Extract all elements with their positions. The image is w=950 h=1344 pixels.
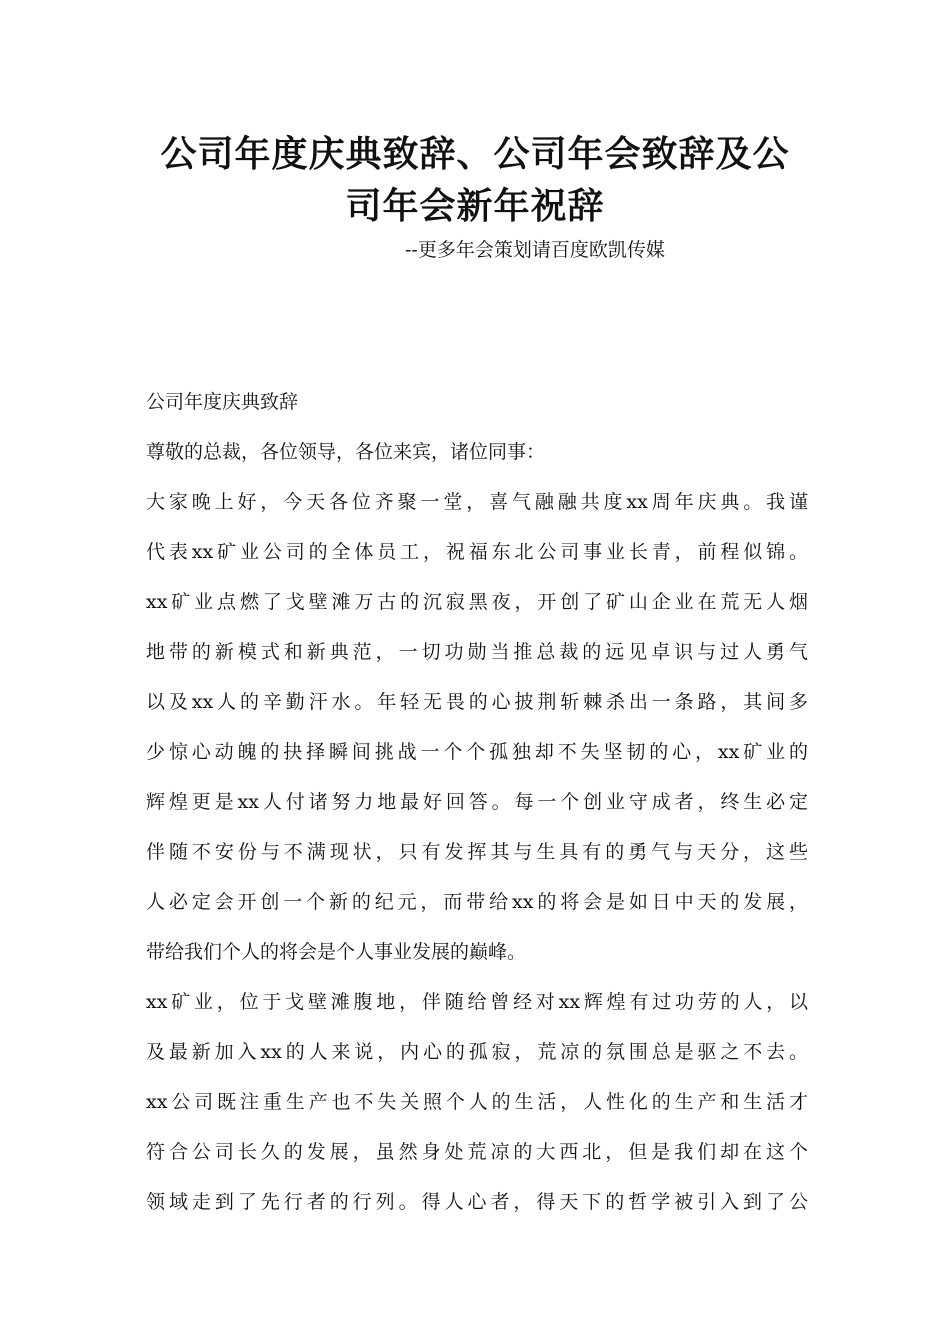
body-line: 大家晚上好，今天各位齐聚一堂，喜气融融共度xx周年庆典。我谨 [146,491,808,513]
body-line: 符合公司长久的发展，虽然身处荒凉的大西北，但是我们却在这个 [146,1141,808,1163]
body-line: 领域走到了先行者的行列。得人心者，得天下的哲学被引入到了公 [146,1191,808,1213]
body-line: xx矿业，位于戈壁滩腹地，伴随给曾经对xx辉煌有过功劳的人，以 [146,991,808,1013]
body-line: 辉煌更是xx人付诸努力地最好回答。每一个创业守成者，终生必定 [146,791,808,813]
body-line: 代表xx矿业公司的全体员工，祝福东北公司事业长青，前程似锦。 [146,541,808,563]
body-line: 人必定会开创一个新的纪元，而带给xx的将会是如日中天的发展， [146,891,808,913]
salutation-line: 尊敬的总裁，各位领导，各位来宾，诸位同事： [146,441,546,463]
body-line: 地带的新模式和新典范，一切功勋当推总裁的远见卓识与过人勇气 [146,641,808,663]
document-subtitle: --更多年会策划请百度欧凯传媒 [405,239,665,261]
body-line: 少惊心动魄的抉择瞬间挑战一个个孤独却不失坚韧的心，xx矿业的 [146,741,808,763]
document-body [146,377,808,1227]
section-heading: 公司年度庆典致辞 [146,391,299,413]
body-line: 及最新加入xx的人来说，内心的孤寂，荒凉的氛围总是驱之不去。 [146,1041,808,1063]
body-line: xx公司既注重生产也不失关照个人的生活，人性化的生产和生活才 [146,1091,808,1113]
body-line: 以及xx人的辛勤汗水。年轻无畏的心披荆斩棘杀出一条路，其间多 [146,691,808,713]
body-line: 带给我们个人的将会是个人事业发展的巅峰。 [146,941,527,963]
document-title: 公司年度庆典致辞、公司年会致辞及公司年会新年祝辞 [160,133,790,227]
body-line: xx矿业点燃了戈壁滩万古的沉寂黑夜，开创了矿山企业在荒无人烟 [146,591,808,613]
body-line: 伴随不安份与不满现状，只有发挥其与生具有的勇气与天分，这些 [146,841,808,863]
